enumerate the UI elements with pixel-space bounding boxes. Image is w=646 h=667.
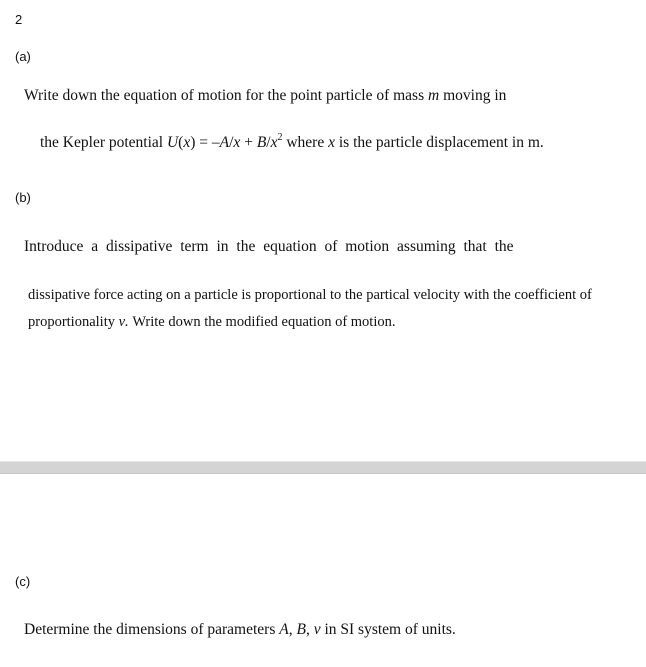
paren-open: ( bbox=[178, 134, 184, 152]
part-c-line-1 bbox=[24, 621, 456, 639]
part-b-line-3-text-start: proportionality bbox=[28, 314, 119, 330]
x-variable: x bbox=[328, 134, 335, 152]
part-b-line-1: Introduce a dissipative term in the equation of motion assuming that the bbox=[24, 238, 514, 255]
where-text: where bbox=[282, 134, 329, 152]
b-parameter: B bbox=[296, 621, 306, 638]
nu-variable: ν. bbox=[118, 314, 129, 330]
x-variable: x bbox=[233, 134, 241, 152]
potential-symbol: U bbox=[166, 134, 179, 152]
part-a-line-2-text-end: is the particle displacement in m. bbox=[335, 134, 544, 152]
slash: / bbox=[266, 134, 271, 152]
exponent: 2 bbox=[277, 132, 283, 143]
x-variable: x bbox=[270, 134, 278, 152]
slash: / bbox=[229, 134, 234, 152]
nu-variable: ν bbox=[313, 621, 321, 638]
equals-minus: ) = – bbox=[190, 134, 220, 152]
part-a-line-2-text-start: the Kepler potential bbox=[40, 134, 167, 152]
part-b-label: (b) bbox=[15, 190, 31, 205]
b-parameter: B bbox=[256, 134, 267, 152]
part-b-line-2: dissipative force acting on a particle is proportional to the partical velocity with the coefficient of bbox=[28, 287, 592, 303]
part-c-line-1-text-end: in SI system of units. bbox=[320, 621, 456, 638]
a-parameter: A bbox=[279, 621, 289, 638]
part-a-line-1-text-start: Write down the equation of motion for the point particle of mass bbox=[24, 87, 428, 104]
part-a-line-1-text-end: moving in bbox=[439, 87, 507, 104]
part-a-line-1 bbox=[24, 87, 506, 105]
part-c-line-1-text-start: Determine the dimensions of parameters bbox=[24, 621, 280, 638]
separator: , bbox=[305, 621, 314, 638]
section-divider bbox=[0, 461, 646, 474]
separator: , bbox=[288, 621, 297, 638]
mass-variable: m bbox=[428, 87, 440, 104]
question-number: 2 bbox=[15, 12, 23, 27]
x-variable: x bbox=[183, 134, 191, 152]
part-c-label: (c) bbox=[15, 574, 31, 589]
part-b-line-3-text-end: Write down the modified equation of motion. bbox=[128, 314, 396, 330]
part-a-label: (a) bbox=[15, 49, 31, 64]
plus: + bbox=[240, 134, 257, 152]
part-b-line-3 bbox=[28, 314, 396, 331]
a-parameter: A bbox=[219, 134, 230, 152]
part-a-line-2 bbox=[40, 133, 544, 152]
